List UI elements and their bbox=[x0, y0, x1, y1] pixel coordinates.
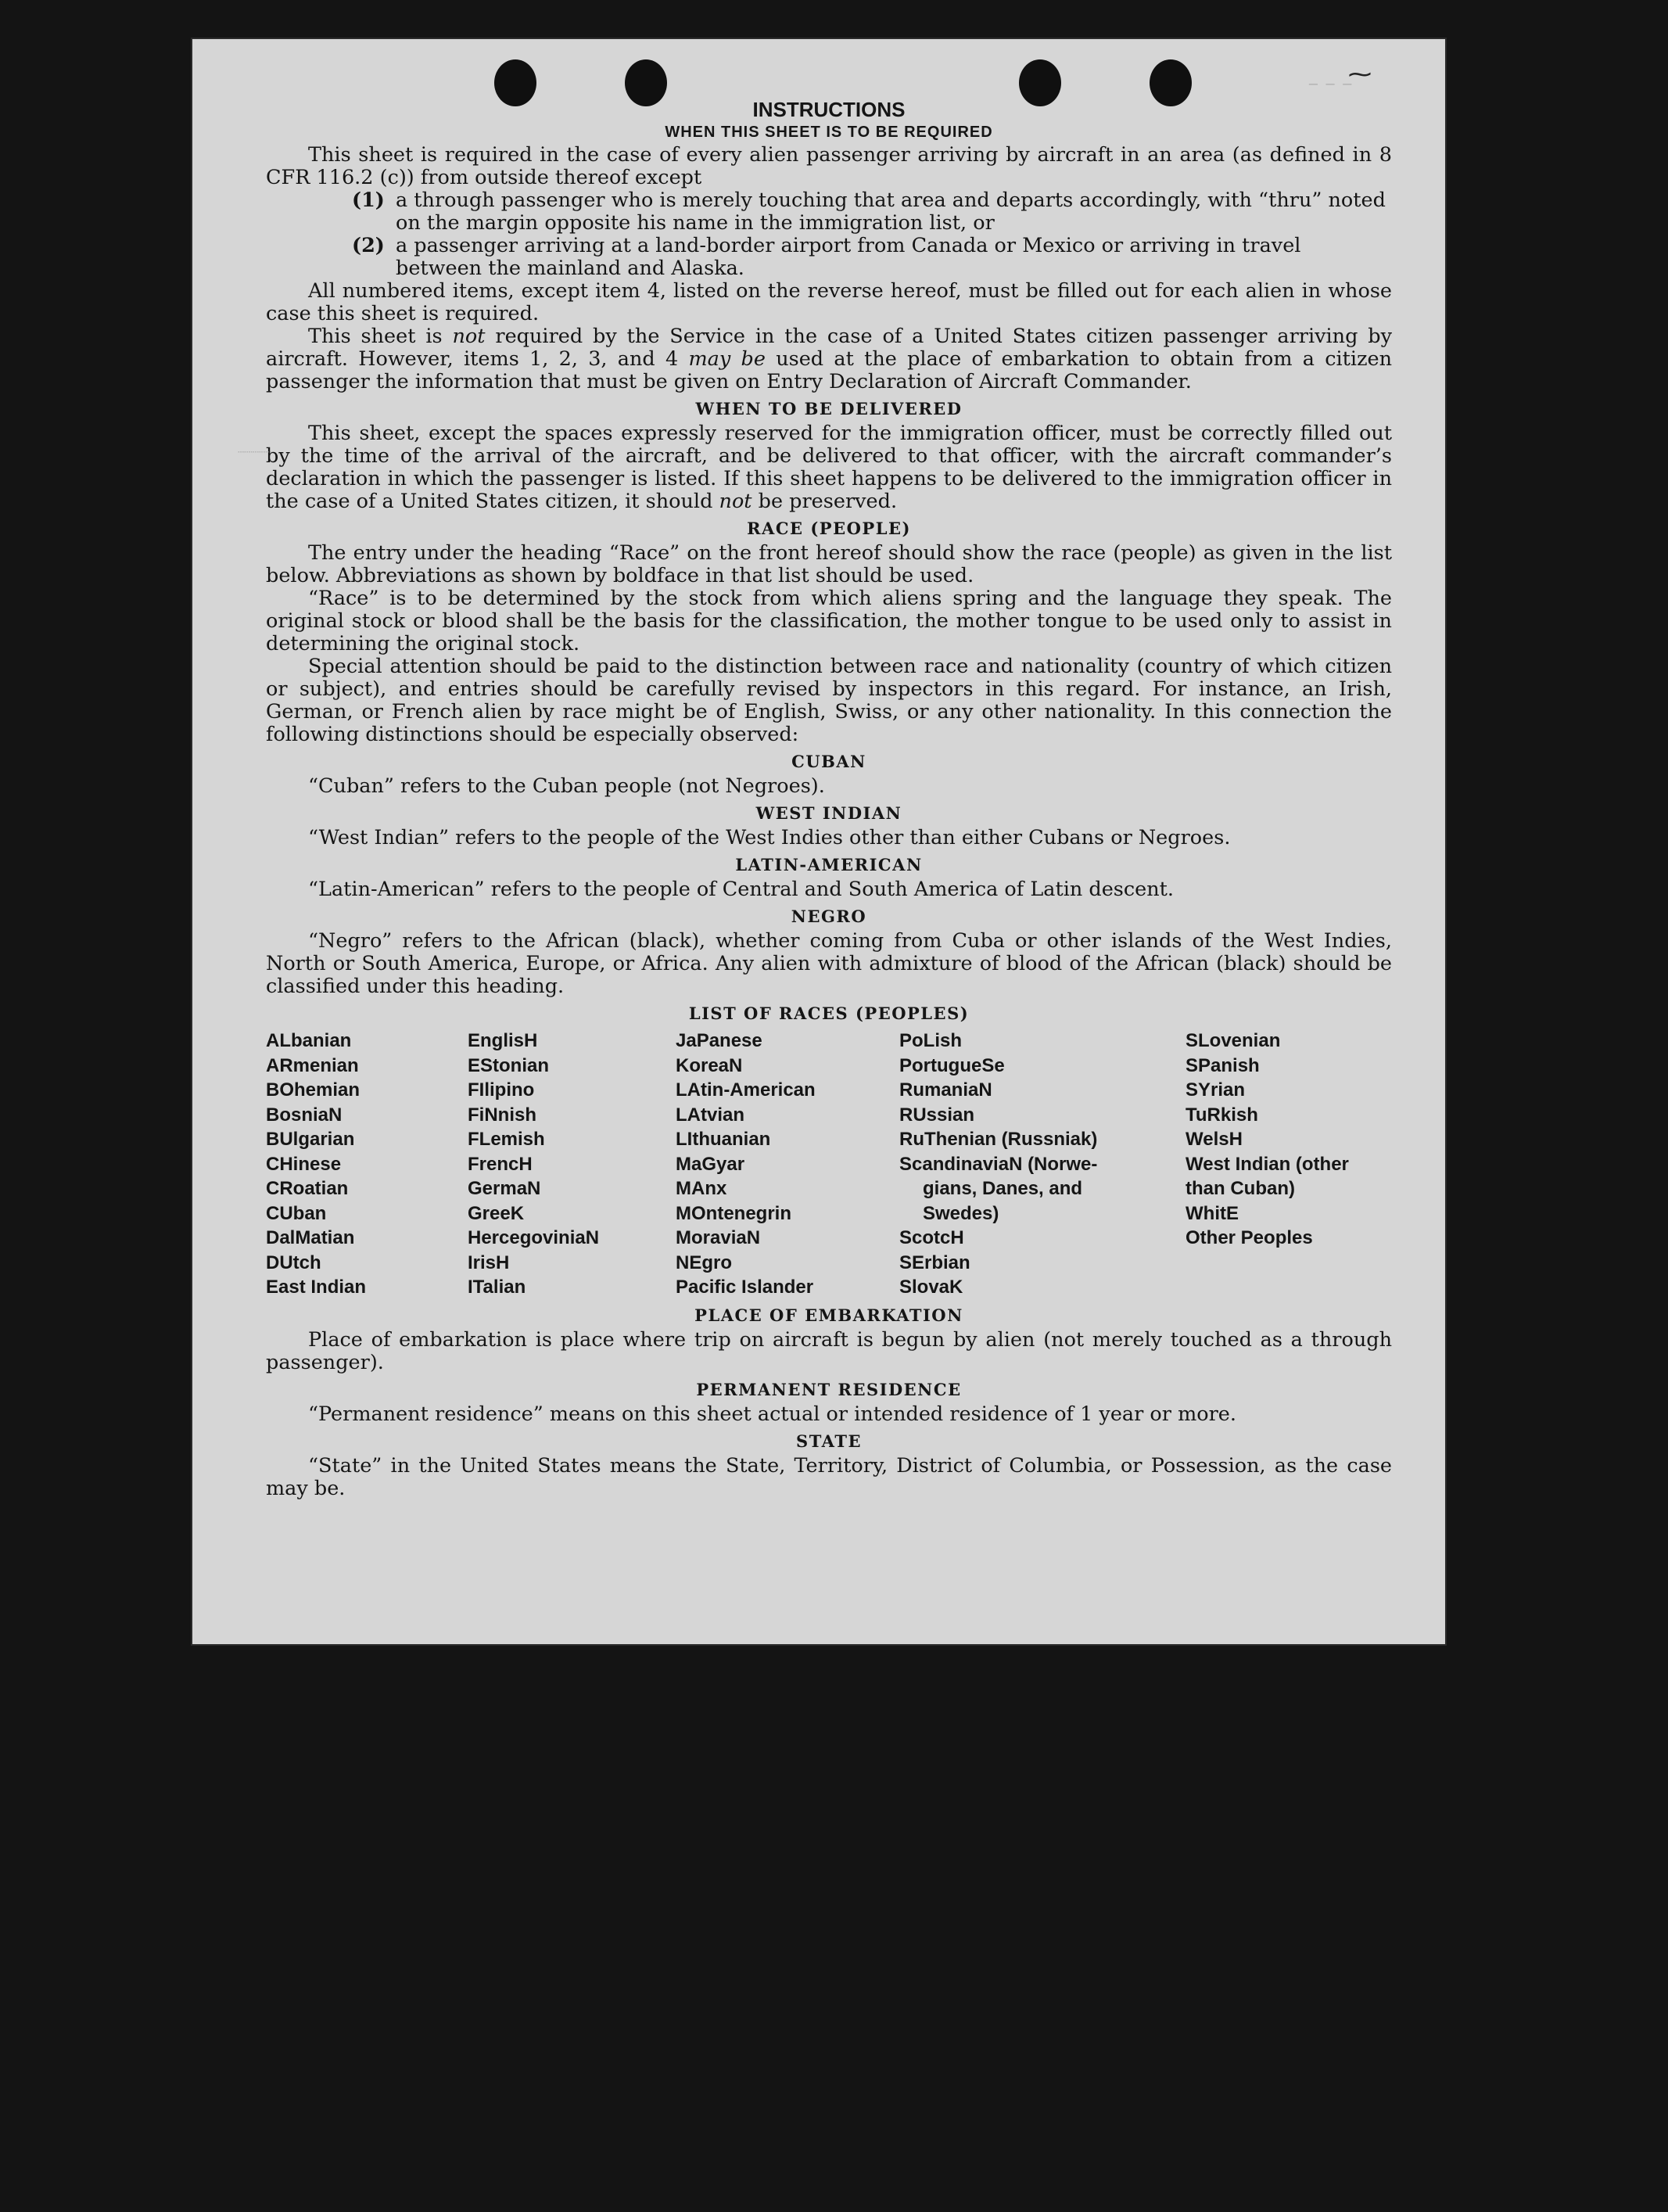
race-entry: BOhemian bbox=[266, 1079, 361, 1101]
west-indian-definition: “West Indian” refers to the people of the West Indies other than either Cubans or Negroes. bbox=[308, 826, 1231, 849]
section-heading: LIST OF RACES (PEOPLES) bbox=[688, 1004, 970, 1023]
race-entry: CRoatian bbox=[266, 1178, 349, 1199]
race-column bbox=[676, 1029, 899, 1300]
race-entry: DalMatian bbox=[266, 1227, 355, 1248]
race-entry: BosniaN bbox=[266, 1104, 343, 1126]
race-entry: Swedes) bbox=[923, 1202, 999, 1224]
race-paragraph: “Race” is to be determined by the stock from which aliens spring and the language they speak. The original stock or blood shall be the basis for the classification, the mother tongue to be used only to assist in determining the original stock. bbox=[266, 587, 1392, 655]
race-entry: than Cuban) bbox=[1186, 1178, 1295, 1199]
race-entry: FLemish bbox=[468, 1129, 545, 1150]
emphasis-not: not bbox=[719, 490, 752, 513]
section-heading: PLACE OF EMBARKATION bbox=[694, 1305, 963, 1325]
race-entry: GreeK bbox=[468, 1202, 525, 1224]
race-entry: EnglisH bbox=[468, 1030, 538, 1051]
race-entry: PortugueSe bbox=[899, 1054, 1005, 1076]
exception-number: (2) bbox=[352, 234, 385, 257]
race-entry: MoraviaN bbox=[676, 1227, 761, 1248]
race-entry: gians, Danes, and bbox=[923, 1178, 1083, 1199]
document-sheet bbox=[191, 38, 1447, 1646]
race-entry: CUban bbox=[266, 1202, 327, 1224]
required-intro: This sheet is required in the case of every alien passenger arriving by aircraft in an area (as defined in 8 CFR 116.2 (c)) from outside thereof except bbox=[266, 143, 1392, 189]
section-heading: LATIN-AMERICAN bbox=[735, 855, 923, 874]
emphasis-not: not bbox=[452, 325, 486, 348]
race-entry: ARmenian bbox=[266, 1054, 359, 1076]
race-list bbox=[266, 1029, 1392, 1300]
race-entry: JaPanese bbox=[676, 1030, 762, 1051]
embarkation-definition: Place of embarkation is place where trip on aircraft is begun by alien (not merely touched as a through passenger). bbox=[266, 1327, 1392, 1374]
race-entry: SYrian bbox=[1186, 1079, 1246, 1101]
section-heading: WHEN TO BE DELIVERED bbox=[695, 399, 963, 418]
race-entry: RuThenian (Russniak) bbox=[899, 1129, 1098, 1150]
race-entry: Pacific Islander bbox=[676, 1277, 814, 1298]
race-entry: SPanish bbox=[1186, 1054, 1260, 1076]
race-entry: SErbian bbox=[899, 1251, 970, 1273]
race-entry: RUssian bbox=[899, 1104, 975, 1126]
delivered-paragraph bbox=[266, 422, 1392, 513]
race-column bbox=[266, 1029, 468, 1300]
delivered-text: be preserved. bbox=[751, 490, 898, 513]
latin-american-definition: “Latin-American” refers to the people of Central and South America of Latin descent. bbox=[308, 878, 1175, 901]
section-heading: STATE bbox=[796, 1431, 862, 1451]
race-entry: SlovaK bbox=[899, 1277, 963, 1298]
race-entry: KoreaN bbox=[676, 1054, 743, 1076]
race-entry: GermaN bbox=[468, 1178, 541, 1199]
race-entry: FiNnish bbox=[468, 1104, 536, 1126]
exception-number: (1) bbox=[352, 189, 385, 212]
race-entry: LAtin-American bbox=[676, 1079, 816, 1101]
race-column bbox=[1186, 1029, 1392, 1300]
race-entry: ALbanian bbox=[266, 1030, 352, 1051]
race-entry: CHinese bbox=[266, 1153, 342, 1175]
race-entry: LAtvian bbox=[676, 1104, 745, 1126]
race-entry: MOntenegrin bbox=[676, 1202, 791, 1224]
citizen-text: required by the Service in the case of a United States citizen passenger arriving by aircraft. However, items 1, 2, 3, and 4 bbox=[266, 325, 1393, 371]
race-entry: HercegoviniaN bbox=[468, 1227, 600, 1248]
section-heading: RACE (PEOPLE) bbox=[747, 519, 911, 538]
race-entry: DUtch bbox=[266, 1251, 321, 1273]
delivered-text: This sheet, except the spaces expressly reserved for the immigration officer, must be correctly filled out by the time of the arrival of the aircraft, and be delivered to that officer, with the aircraft commander’s declaration in which the passenger is listed. If this sheet happens to be delivered to the immigration officer in the case of a United States citizen, it should bbox=[266, 422, 1392, 513]
required-heading: WHEN THIS SHEET IS TO BE REQUIRED bbox=[665, 124, 993, 141]
negro-definition: “Negro” refers to the African (black), whether coming from Cuba or other islands of the West Indies, North or South America, Europe, or Africa. Any alien with admixture of blood of the African (black) should be classified under this heading. bbox=[266, 929, 1392, 998]
race-entry: MAnx bbox=[676, 1178, 727, 1199]
exception-text: a passenger arriving at a land-border airport from Canada or Mexico or arriving in travel between the mainland and Alaska. bbox=[396, 234, 1301, 280]
race-entry: PoLish bbox=[899, 1030, 963, 1051]
race-entry: Other Peoples bbox=[1186, 1227, 1313, 1248]
race-entry: RumaniaN bbox=[899, 1079, 992, 1101]
race-entry: NEgro bbox=[676, 1251, 732, 1273]
race-entry: East Indian bbox=[266, 1277, 367, 1298]
race-entry: MaGyar bbox=[676, 1153, 745, 1175]
instructions-body bbox=[266, 97, 1392, 1500]
citizen-text: used at the place of embarkation to obtain from a citizen passenger the information that must be given on Entry Declaration of Aircraft Commander. bbox=[266, 347, 1393, 393]
race-entry: WhitE bbox=[1186, 1202, 1239, 1224]
cuban-definition: “Cuban” refers to the Cuban people (not Negroes). bbox=[308, 774, 825, 798]
race-column bbox=[468, 1029, 676, 1300]
pen-mark: ⁓ bbox=[1348, 61, 1372, 88]
race-entry: FrencH bbox=[468, 1153, 533, 1175]
race-entry: FIlipino bbox=[468, 1079, 535, 1101]
exception-item bbox=[352, 235, 1392, 280]
numbered-items-paragraph: All numbered items, except item 4, listed on the reverse hereof, must be filled out for each alien in whose case this sheet is required. bbox=[266, 279, 1392, 325]
race-entry: ScandinaviaN (Norwe- bbox=[899, 1153, 1098, 1175]
emphasis-may-be: may be bbox=[688, 347, 766, 371]
race-entry: SLovenian bbox=[1186, 1030, 1281, 1051]
section-heading: PERMANENT RESIDENCE bbox=[696, 1379, 962, 1399]
bleed-through-mark: ─ ─ ─ bbox=[1309, 77, 1352, 93]
race-entry: ScotcH bbox=[899, 1227, 964, 1248]
race-entry: EStonian bbox=[468, 1054, 550, 1076]
page-title: INSTRUCTIONS bbox=[752, 98, 906, 121]
race-entry: WelsH bbox=[1186, 1129, 1243, 1150]
race-entry: ITalian bbox=[468, 1277, 526, 1298]
race-entry: IrisH bbox=[468, 1251, 510, 1273]
race-entry: West Indian (other bbox=[1186, 1153, 1349, 1175]
race-column bbox=[899, 1029, 1186, 1300]
citizen-paragraph bbox=[266, 325, 1392, 393]
exception-item bbox=[352, 189, 1392, 235]
race-paragraph: Special attention should be paid to the distinction between race and nationality (country of which citizen or subject), and entries should be carefully revised by inspectors in this regard. For instance, an Irish, German, or French alien by race might be of English, Swiss, or any other nationality. In this connection the following distinctions should be especially observed: bbox=[266, 655, 1392, 746]
citizen-text: This sheet is bbox=[308, 325, 453, 348]
race-entry: TuRkish bbox=[1186, 1104, 1258, 1126]
residence-definition: “Permanent residence” means on this sheet actual or intended residence of 1 year or more. bbox=[308, 1402, 1236, 1426]
section-heading: WEST INDIAN bbox=[755, 803, 902, 823]
section-heading: CUBAN bbox=[791, 752, 866, 771]
section-heading: NEGRO bbox=[791, 907, 867, 926]
state-definition: “State” in the United States means the State, Territory, District of Columbia, or Possession, as the case may be. bbox=[266, 1453, 1392, 1500]
race-entry: LIthuanian bbox=[676, 1129, 771, 1150]
exception-text: a through passenger who is merely touching that area and departs accordingly, with “thru” noted on the margin opposite his name in the immigration list, or bbox=[396, 189, 1386, 235]
race-paragraph: The entry under the heading “Race” on the front hereof should show the race (people) as given in the list below. Abbreviations as shown by boldface in that list should be used. bbox=[266, 541, 1392, 587]
bleed-through-mark: ┈┈┈┈ bbox=[238, 444, 272, 461]
race-entry: BUlgarian bbox=[266, 1129, 355, 1150]
